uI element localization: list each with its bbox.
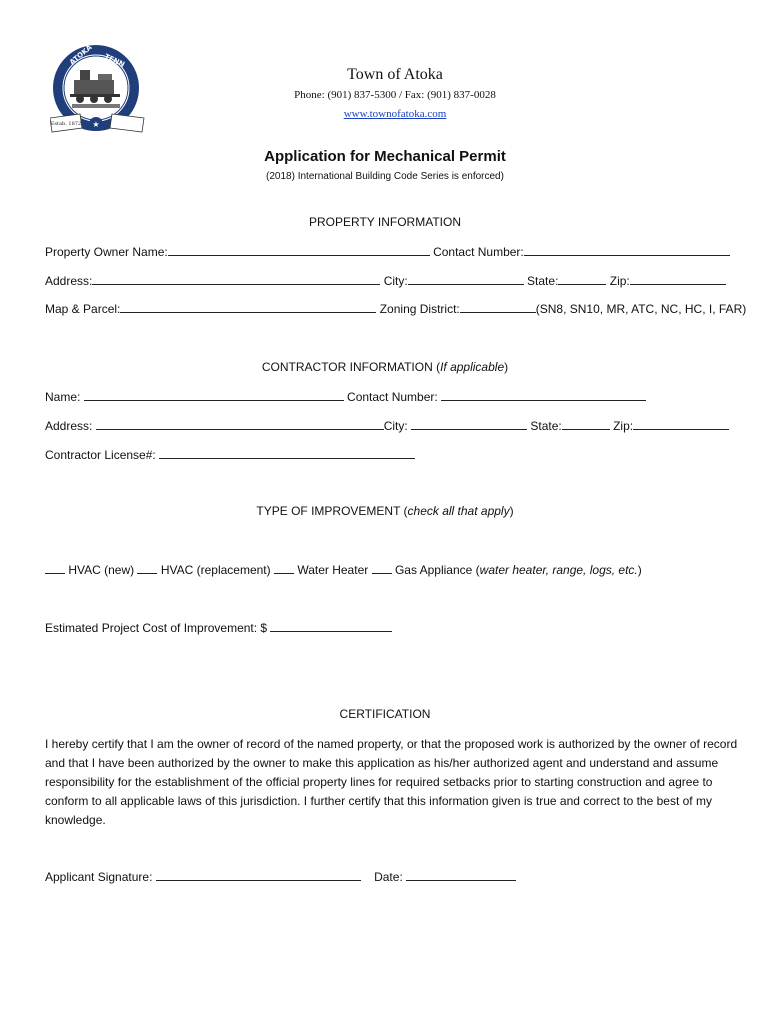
svg-text:ATOKA: ATOKA (68, 44, 94, 67)
map-parcel-label: Map & Parcel: (45, 302, 121, 316)
phone-fax: Phone: (901) 837-5300 / Fax: (901) 837-0028 (294, 89, 496, 101)
website-link[interactable]: www.townofatoka.com (343, 108, 447, 120)
page-subtitle: (2018) International Building Code Series is enforced) (266, 171, 504, 182)
hvac-new-checkbox[interactable] (45, 562, 65, 574)
hvac-replacement-label: HVAC (replacement) (160, 563, 271, 577)
certification-text: I hereby certify that I am the owner of record of the named property, or that the proposed work is authorized by the owner of record and that I have been authorized by the owner to make this application as his/her authorized agent and understand and assume responsibility for the establishment of the official property lines for required setbacks prior to starting construction and agree to conform to all applicable laws of this jurisdiction. I further certify that this information given is true and correct to the best of my knowledge. (45, 737, 738, 827)
hvac-replacement-checkbox[interactable] (137, 562, 157, 574)
improvement-heading (0, 504, 770, 518)
contractor-contact-label: Contact Number: (347, 390, 438, 404)
improvement-heading-text: TYPE OF IMPROVEMENT ( (256, 504, 408, 518)
city-field[interactable] (408, 273, 524, 285)
owner-contact-field[interactable] (524, 244, 730, 256)
signature-label: Applicant Signature: (45, 870, 153, 884)
svg-text:★: ★ (92, 120, 100, 129)
contractor-state-label: State: (530, 419, 562, 433)
owner-name-label: Property Owner Name: (45, 245, 168, 259)
zip-field[interactable] (630, 273, 726, 285)
zip-label: Zip: (609, 274, 630, 288)
gas-appliance-note: water heater, range, logs, etc. (479, 563, 638, 577)
improvement-heading-end: ) (509, 504, 514, 518)
zoning-options: (SN8, SN10, MR, ATC, NC, HC, I, FAR) (535, 302, 747, 316)
improvement-heading-italic: check all that apply (407, 504, 510, 518)
contractor-license-row (45, 447, 415, 462)
contractor-heading-text: CONTRACTOR INFORMATION ( (261, 360, 441, 374)
signature-row (45, 869, 516, 884)
cost-field[interactable] (270, 620, 392, 632)
city-label: City: (383, 274, 408, 288)
map-parcel-field[interactable] (120, 301, 376, 313)
contractor-heading-italic: If applicable (440, 360, 505, 374)
improvement-options-row (45, 562, 642, 577)
contractor-heading (0, 360, 770, 374)
contractor-city-field[interactable] (411, 418, 527, 430)
contractor-license-label: Contractor License#: (45, 448, 156, 462)
cost-row (45, 620, 392, 635)
water-heater-checkbox[interactable] (274, 562, 294, 574)
zoning-label: Zoning District: (379, 302, 460, 316)
contractor-name-label: Name: (45, 390, 81, 404)
property-owner-row (45, 244, 730, 259)
property-address-row (45, 273, 726, 288)
contractor-license-field[interactable] (159, 447, 415, 459)
property-parcel-row (45, 301, 746, 316)
state-label: State: (527, 274, 559, 288)
address-label: Address: (45, 274, 93, 288)
gas-appliance-checkbox[interactable] (372, 562, 392, 574)
town-name: Town of Atoka (347, 66, 443, 83)
signature-field[interactable] (156, 869, 361, 881)
property-heading: PROPERTY INFORMATION (308, 215, 461, 229)
contractor-heading-end: ) (504, 360, 509, 374)
certification-heading: CERTIFICATION (339, 707, 431, 721)
date-field[interactable] (406, 869, 516, 881)
cost-label: Estimated Project Cost of Improvement: $ (45, 621, 268, 635)
hvac-new-label: HVAC (new) (68, 563, 135, 577)
contractor-name-row (45, 389, 646, 404)
contractor-state-field[interactable] (562, 418, 610, 430)
contractor-address-field[interactable] (96, 418, 384, 430)
contractor-name-field[interactable] (84, 389, 344, 401)
svg-text:TENN: TENN (103, 52, 126, 69)
contractor-zip-label: Zip: (613, 419, 634, 433)
contractor-city-label: City: (383, 419, 408, 433)
contractor-address-label: Address: (45, 419, 93, 433)
address-field[interactable] (92, 273, 380, 285)
gas-appliance-label: Gas Appliance ( (394, 563, 480, 577)
zoning-field[interactable] (460, 301, 536, 313)
date-label: Date: (374, 870, 403, 884)
svg-text:Estab. 1872: Estab. 1872 (50, 121, 82, 127)
state-field[interactable] (558, 273, 606, 285)
owner-contact-label: Contact Number: (433, 245, 524, 259)
contractor-contact-field[interactable] (441, 389, 646, 401)
page-title: Application for Mechanical Permit (264, 148, 506, 165)
contractor-zip-field[interactable] (633, 418, 729, 430)
contractor-address-row (45, 418, 729, 433)
gas-appliance-note-end: ) (637, 563, 642, 577)
water-heater-label: Water Heater (297, 563, 369, 577)
owner-name-field[interactable] (168, 244, 430, 256)
